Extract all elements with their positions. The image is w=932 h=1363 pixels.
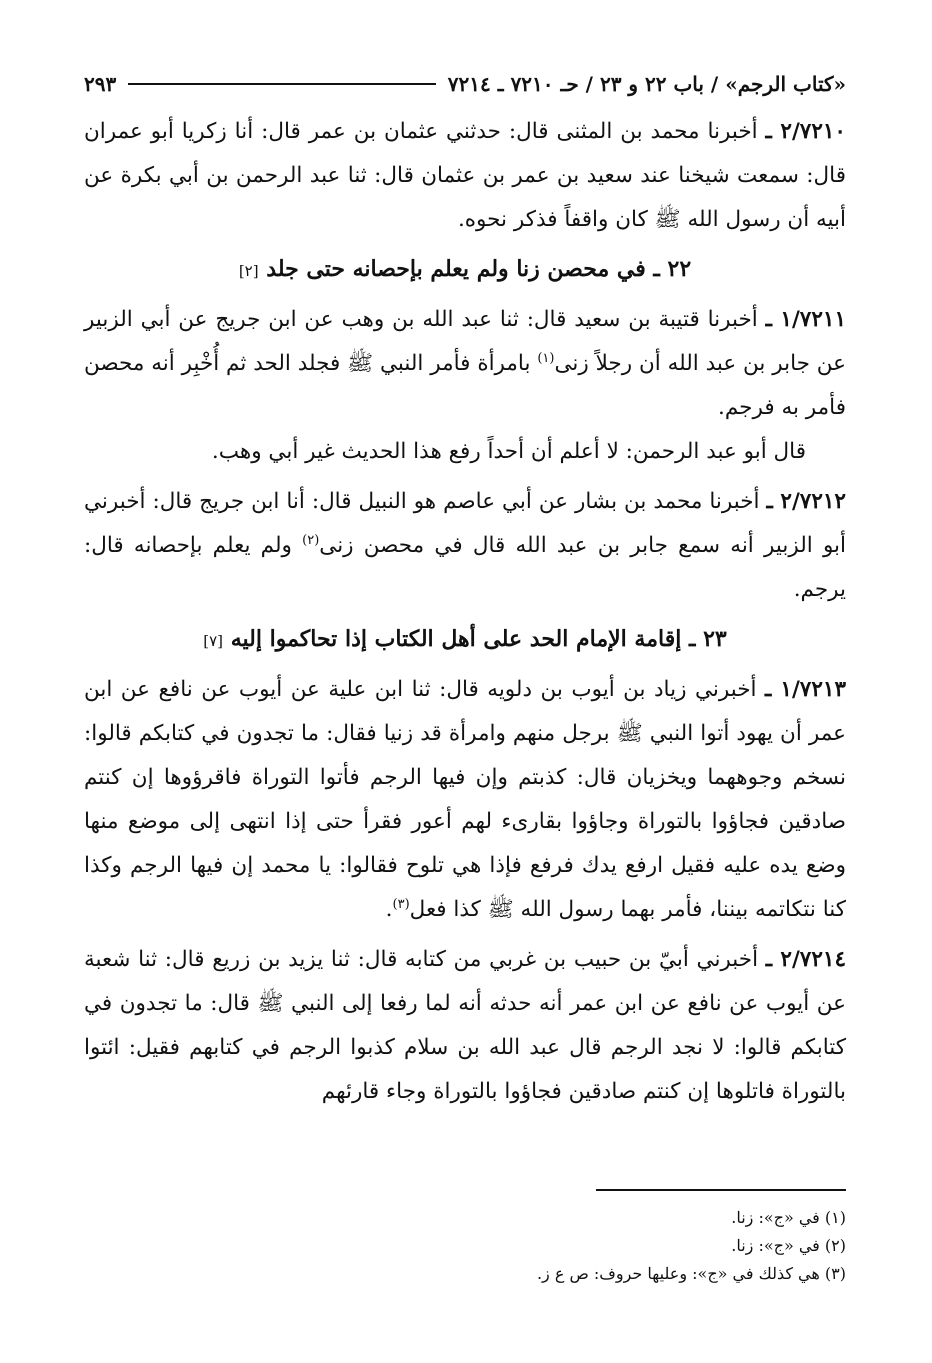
footnote-ref: (٣) bbox=[392, 896, 410, 912]
hadith-7211 bbox=[84, 298, 846, 430]
hadith-text-cont: . bbox=[385, 897, 393, 922]
hadith-text: أخبرني زياد بن أيوب بن دلويه قال: ثنا ابن علية عن أيوب عن نافع عن ابن عمر أن يهود أتوا النبي ﷺ برجل منهم وامرأة قد زنيا فقال: ما تجدون في كتابكم قالوا: نسخم وجوههما ويخزيان قال: كذبتم وإن فيها الرجم فأتوا التوراة فاقرؤوها إن كنتم صادقين فجاؤوا بالتوراة وجاؤوا بقارىء لهم أعور فقرأ حتى إذا انتهى إلى موضع منها وضع يده عليه فقيل ارفع يدك فرفع فإذا هي تلوح فقالوا: يا محمد إن فيها الرجم وكذا كنا نتكاتمه بيننا، فأمر بهما رسول الله ﷺ كذا فعل bbox=[84, 677, 846, 922]
footnote-3: (٣) هي كذلك في «ج»: وعليها حروف: ص ع ز. bbox=[536, 1264, 846, 1283]
hadith-7214 bbox=[84, 938, 846, 1114]
hadith-text: أخبرني أبيّ بن حبيب بن غربي من كتابه قال: ثنا يزيد بن زريع قال: ثنا شعبة عن أيوب عن نافع عن ابن عمر أنه حدثه أنه لما رفعا إلى النبي ﷺ قال: ما تجدون في كتابكم قالوا: لا نجد الرجم قال عبد الله بن سلام كذبوا الرجم في كتابهم فقيل: ائتوا بالتوراة فاتلوها إن كنتم صادقين فجاؤوا بالتوراة وجاء قارئهم bbox=[84, 947, 846, 1104]
footnote-ref: (١) bbox=[537, 350, 555, 366]
hadith-number: ٢/٧٢١٤ ـ bbox=[765, 947, 846, 972]
running-title: «كتاب الرجم» / باب ٢٢ و ٢٣ / حـ ٧٢١٠ ـ ٧٢١٤ bbox=[447, 72, 846, 96]
footnote-2: (٢) في «ج»: زنا. bbox=[731, 1236, 846, 1255]
running-header bbox=[84, 64, 846, 104]
hadith-text: أخبرنا محمد بن بشار عن أبي عاصم هو النبيل قال: أنا ابن جريج قال: أخبرني أبو الزبير أنه سمع جابر بن عبد الله قال في محصن زنى bbox=[84, 489, 847, 558]
hadith-text-cont: ولم يعلم بإحصانه قال: يرجم. bbox=[84, 533, 846, 602]
hadith-number: ٢/٧٢١٠ ـ bbox=[765, 119, 846, 144]
page-number: ٢٩٣ bbox=[84, 72, 117, 96]
footnotes bbox=[84, 1204, 846, 1288]
chapter-heading-23 bbox=[84, 616, 846, 664]
chapter-title: ٢٣ ـ إقامة الإمام الحد على أهل الكتاب إذا تحاكموا إليه bbox=[230, 626, 727, 652]
hadith-text: أخبرنا محمد بن المثنى قال: حدثني عثمان بن عمر قال: أنا زكريا أبو عمران قال: سمعت شيخنا عند سعيد بن عمر بن عثمان قال: ثنا عبد الرحمن بن أبي بكرة عن أبيه أن رسول الله ﷺ كان واقفاً فذكر نحوه. bbox=[84, 119, 846, 232]
chapter-title: ٢٢ ـ في محصن زنا ولم يعلم بإحصانه حتى جلد bbox=[266, 256, 692, 282]
hadith-number: ٢/٧٢١٢ ـ bbox=[766, 489, 846, 514]
book-page bbox=[84, 64, 846, 1314]
footnote-divider bbox=[596, 1189, 846, 1191]
hadith-7213 bbox=[84, 668, 846, 932]
comment-text: قال أبو عبد الرحمن: لا أعلم أن أحداً رفع هذا الحديث غير أبي وهب. bbox=[211, 439, 806, 464]
author-comment bbox=[84, 430, 846, 474]
footnote-1: (١) في «ج»: زنا. bbox=[731, 1208, 846, 1227]
chapter-count: [٢] bbox=[238, 262, 259, 280]
chapter-heading-22 bbox=[84, 246, 846, 294]
footnote-ref: (٢) bbox=[302, 532, 320, 548]
hadith-number: ١/٧٢١٣ ـ bbox=[764, 677, 846, 702]
hadith-number: ١/٧٢١١ ـ bbox=[765, 307, 846, 332]
hadith-text: أخبرنا قتيبة بن سعيد قال: ثنا عبد الله بن وهب عن ابن جريج عن أبي الزبير عن جابر بن عبد الله أن رجلاً زنى bbox=[84, 307, 846, 376]
header-rule bbox=[128, 83, 436, 85]
hadith-text-cont: بامرأة فأمر النبي ﷺ فجلد الحد ثم أُخْبِر أنه محصن فأمر به فرجم. bbox=[84, 351, 846, 420]
hadith-7210 bbox=[84, 110, 846, 242]
chapter-count: [٧] bbox=[203, 632, 224, 650]
hadith-7212 bbox=[84, 480, 846, 612]
